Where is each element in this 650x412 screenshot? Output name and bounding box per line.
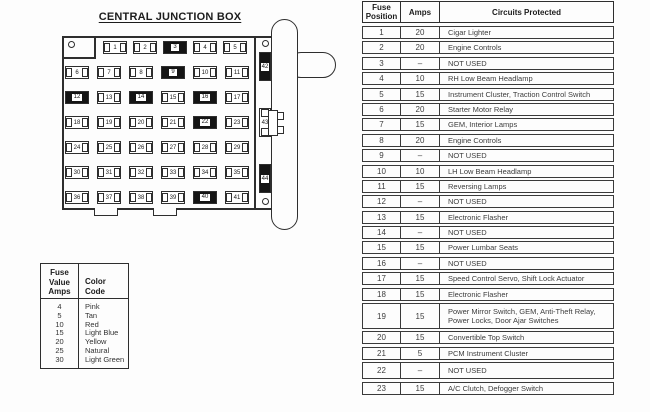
cell-fuse-position: 19	[363, 304, 401, 328]
fuse-13	[97, 91, 121, 104]
fuse-23	[225, 116, 249, 129]
legend-color-value: Tan	[85, 310, 98, 320]
cell-fuse-position: 6	[363, 104, 401, 115]
legend-amps-value: 25	[55, 345, 64, 355]
side-strip-divider	[254, 36, 256, 210]
fuse-4	[193, 41, 217, 54]
fuse-number: 26	[137, 144, 145, 151]
fuse-37	[97, 191, 121, 204]
cell-fuse-position: 8	[363, 135, 401, 146]
table-row	[362, 57, 614, 70]
fuse-end-cell	[210, 68, 216, 77]
table-row	[362, 331, 614, 344]
cell-amps: –	[401, 363, 440, 378]
cell-fuse-position: 14	[363, 227, 401, 238]
mounting-tab	[94, 208, 118, 216]
cell-fuse-position: 23	[363, 383, 401, 394]
connector-tab	[277, 112, 284, 120]
cell-circuit: Cigar Lighter	[448, 28, 491, 37]
table-row	[362, 257, 614, 270]
fuse-end-cell	[242, 68, 248, 77]
fuse-end-cell	[178, 193, 184, 202]
cell-fuse-position: 11	[363, 181, 401, 192]
legend-color-value: Natural	[85, 345, 110, 355]
cell-circuit: NOT USED	[448, 366, 487, 376]
fuse-41	[225, 191, 249, 204]
fuse-end-cell	[146, 143, 152, 152]
cell-circuit: RH Low Beam Headlamp	[448, 74, 533, 84]
cell-circuit: Power Mirror Switch, GEM, Anti-Theft Relay, Power Locks, Door Ajar Switches	[448, 307, 596, 326]
cell-circuit: Engine Controls	[448, 43, 502, 53]
legend-amps-header	[41, 264, 78, 299]
connector-tab	[277, 126, 284, 134]
fuse-34	[193, 166, 217, 179]
table-row	[362, 88, 614, 101]
cell-circuit: NOT USED	[448, 258, 487, 268]
cell-amps: 20	[401, 27, 440, 38]
cell-amps: 15	[401, 89, 440, 100]
fuse-20	[129, 116, 153, 129]
fuse-number: 27	[169, 144, 177, 151]
table-row	[362, 26, 614, 39]
cell-amps: 20	[401, 42, 440, 53]
fuse-number: 16	[201, 94, 209, 100]
fuse-29	[225, 141, 249, 154]
fuse-end-cell	[82, 118, 88, 127]
legend-color-value: Light Green	[85, 354, 125, 364]
diagram-title: CENTRAL JUNCTION BOX	[98, 11, 242, 23]
fuse-end-cell	[146, 68, 152, 77]
header-fuse-position: Fuse Position	[363, 2, 401, 22]
legend-header-line: Amps	[48, 287, 71, 296]
fuse-number: 34	[201, 169, 209, 176]
legend-color-value: Yellow	[85, 337, 107, 347]
cell-amps: 15	[401, 212, 440, 223]
cell-fuse-position: 15	[363, 242, 401, 253]
fuse-number: 40	[201, 194, 209, 200]
fuse-number: 9	[171, 69, 175, 75]
cell-amps: 15	[401, 332, 440, 343]
fuse-end-cell	[178, 93, 184, 102]
cell-circuit: NOT USED	[448, 197, 487, 207]
cell-amps: 15	[401, 119, 440, 130]
cell-fuse-position: 13	[363, 212, 401, 223]
fuse-36	[65, 191, 89, 204]
fuse-number: 37	[105, 194, 113, 201]
cell-circuit: Electronic Flasher	[448, 289, 509, 299]
fuse-number: 32	[137, 169, 145, 176]
table-row	[362, 288, 614, 301]
legend-header-line: Code	[85, 286, 105, 296]
fuse-39	[161, 191, 185, 204]
table-row	[362, 382, 614, 395]
legend-header-line: Color	[85, 277, 106, 286]
fuse-number: 2	[143, 44, 147, 51]
legend-amps-values	[41, 299, 78, 365]
legend-amps-value: 15	[55, 328, 64, 338]
fuse-33	[161, 166, 185, 179]
mounting-corner-box	[62, 36, 96, 59]
legend-color-values	[79, 299, 128, 365]
fuse-number: 13	[105, 94, 113, 101]
fuse-14	[129, 91, 153, 104]
fuse-end-cell	[242, 193, 248, 202]
fuse-end-cell	[178, 118, 184, 127]
fuse-2	[133, 41, 157, 54]
table-row	[362, 134, 614, 147]
fuse-end-cell	[82, 68, 88, 77]
fuse-5	[223, 41, 247, 54]
cell-circuit: NOT USED	[448, 58, 487, 68]
fuse-number: 15	[169, 94, 177, 101]
legend-color-value: Light Blue	[85, 328, 119, 338]
table-row	[362, 180, 614, 193]
cell-fuse-position: 22	[363, 363, 401, 378]
cell-circuit: A/C Clutch, Defogger Switch	[448, 383, 544, 393]
cell-fuse-position: 20	[363, 332, 401, 343]
cell-circuit: Convertible Top Switch	[448, 333, 525, 343]
fuse-15	[161, 91, 185, 104]
fuse-12	[65, 91, 89, 104]
cell-circuit: Instrument Cluster, Traction Control Switch	[448, 89, 591, 99]
fuse-26	[129, 141, 153, 154]
fuse-number: 36	[73, 194, 81, 201]
cell-fuse-position: 1	[363, 27, 401, 38]
fuse-18	[65, 116, 89, 129]
legend-color-value: Pink	[85, 302, 100, 311]
cell-fuse-position: 7	[363, 119, 401, 130]
fuse-number: 7	[107, 69, 111, 76]
cell-circuit: LH Low Beam Headlamp	[448, 166, 532, 176]
cell-circuit: Engine Controls	[448, 135, 502, 145]
table-row	[362, 226, 614, 239]
fuse-3	[163, 41, 187, 54]
fuse-end-cell	[146, 118, 152, 127]
cell-circuit: Power Lumbar Seats	[448, 243, 519, 253]
fuse-35	[225, 166, 249, 179]
table-row	[362, 241, 614, 254]
cell-circuit: NOT USED	[448, 151, 487, 161]
cell-fuse-position: 5	[363, 89, 401, 100]
fuse-end-cell	[120, 43, 126, 52]
fuse-end-cell	[114, 168, 120, 177]
cell-amps: –	[401, 227, 440, 238]
fuse-end-cell	[114, 193, 120, 202]
legend-color-header	[79, 264, 128, 299]
mounting-hole-icon	[262, 198, 269, 205]
fuse-number: 33	[169, 169, 177, 176]
header-circuits-protected: Circuits Protected	[492, 7, 561, 17]
fuse-end-cell	[210, 43, 216, 52]
cell-amps: –	[401, 258, 440, 269]
fuse-color-legend	[40, 263, 129, 369]
header-amps: Amps	[401, 2, 440, 22]
cell-fuse-position: 16	[363, 258, 401, 269]
cell-amps: –	[401, 150, 440, 161]
fuse-27	[161, 141, 185, 154]
fuse-number: 42	[261, 63, 269, 70]
fuse-end-cell	[82, 193, 88, 202]
fuse-number: 21	[169, 119, 177, 126]
table-row	[362, 103, 614, 116]
legend-amps-value: 20	[55, 337, 64, 347]
fuse-22	[193, 116, 217, 129]
legend-amps-column	[41, 264, 79, 368]
fuse-number: 24	[73, 144, 81, 151]
fuse-number: 11	[233, 69, 241, 76]
cell-circuit: PCM Instrument Cluster	[448, 348, 529, 358]
table-row	[362, 272, 614, 285]
cell-fuse-position: 12	[363, 196, 401, 207]
fuse-end-cell	[242, 93, 248, 102]
fuse-19	[97, 116, 121, 129]
fuse-40	[193, 191, 217, 204]
fuse-17	[225, 91, 249, 104]
table-row	[362, 347, 614, 360]
fuse-end-cell	[114, 93, 120, 102]
fuse-table-body	[362, 26, 614, 395]
legend-color-column	[79, 264, 128, 368]
fuse-number: 23	[233, 119, 241, 126]
fuse-end-cell	[240, 43, 246, 52]
fuse-number: 19	[105, 119, 113, 126]
fuse-end-cell	[242, 143, 248, 152]
fuse-24	[65, 141, 89, 154]
fuse-number: 41	[233, 194, 241, 201]
fuse-number: 5	[233, 44, 237, 51]
cell-amps: 15	[401, 273, 440, 284]
fuse-end-cell	[114, 118, 120, 127]
fuse-21	[161, 116, 185, 129]
cell-amps: 15	[401, 383, 440, 394]
cell-amps: 10	[401, 73, 440, 84]
fuse-number: 44	[261, 175, 269, 182]
table-row	[362, 195, 614, 208]
fuse-table-header	[362, 1, 614, 23]
fuse-end-cell	[82, 143, 88, 152]
cell-fuse-position: 10	[363, 166, 401, 177]
fuse-number: 1	[113, 44, 117, 51]
fuse-25	[97, 141, 121, 154]
cell-fuse-position: 3	[363, 58, 401, 69]
cell-amps: 5	[401, 348, 440, 359]
cell-circuit: Electronic Flasher	[448, 212, 509, 222]
fuse-number: 3	[173, 44, 177, 50]
cell-amps: –	[401, 58, 440, 69]
mounting-hole-icon	[68, 41, 75, 48]
fuse-end-cell	[178, 143, 184, 152]
fuse-number: 35	[233, 169, 241, 176]
fuse-end-cell	[242, 168, 248, 177]
cell-amps: 15	[401, 181, 440, 192]
fuse-11	[225, 66, 249, 79]
fuse-number: 28	[201, 144, 209, 151]
cell-amps: 15	[401, 289, 440, 300]
legend-header-line: Value	[49, 277, 70, 287]
cell-circuit: Starter Motor Relay	[448, 104, 514, 114]
cell-amps: 10	[401, 166, 440, 177]
fuse-end-cell	[150, 43, 156, 52]
legend-color-value: Red	[85, 319, 99, 329]
fuse-7	[97, 66, 121, 79]
legend-amps-value: 4	[57, 302, 62, 311]
fuse-16	[193, 91, 217, 104]
cell-amps: 20	[401, 104, 440, 115]
fuse-number: 17	[233, 94, 241, 101]
table-row	[362, 149, 614, 162]
legend-amps-value: 5	[57, 310, 62, 320]
cell-fuse-position: 2	[363, 42, 401, 53]
cell-circuit: GEM, Interior Lamps	[448, 120, 518, 130]
fuse-31	[97, 166, 121, 179]
fuse-number: 20	[137, 119, 145, 126]
fuse-table	[362, 1, 614, 397]
fuse-38	[129, 191, 153, 204]
fuse-1	[103, 41, 127, 54]
table-row	[362, 41, 614, 54]
fuse-32	[129, 166, 153, 179]
cell-fuse-position: 18	[363, 289, 401, 300]
fuse-28	[193, 141, 217, 154]
fuse-number: 4	[203, 44, 207, 51]
cell-amps: –	[401, 196, 440, 207]
legend-amps-value: 10	[55, 319, 64, 329]
fuse-number: 38	[137, 194, 145, 201]
fuse-8	[129, 66, 153, 79]
cell-fuse-position: 17	[363, 273, 401, 284]
table-row	[362, 165, 614, 178]
fuse-end-cell	[242, 118, 248, 127]
table-row	[362, 72, 614, 85]
fuse-number: 43	[261, 119, 269, 126]
fuse-number: 10	[201, 69, 209, 76]
cell-circuit: Reversing Lamps	[448, 181, 507, 191]
fuse-end-cell	[82, 168, 88, 177]
fuse-end-cell	[178, 168, 184, 177]
table-row	[362, 303, 614, 329]
table-row	[362, 118, 614, 131]
fuse-end-cell	[114, 143, 120, 152]
legend-amps-value: 30	[55, 354, 64, 364]
mounting-hole-icon	[262, 40, 269, 47]
fuse-9	[161, 66, 185, 79]
cell-fuse-position: 9	[363, 150, 401, 161]
mounting-tab	[153, 208, 177, 216]
legend-header-line: Fuse	[50, 268, 69, 277]
table-row	[362, 211, 614, 224]
fuse-end-cell	[114, 68, 120, 77]
fuse-number: 39	[169, 194, 177, 201]
fuse-number: 25	[105, 144, 113, 151]
fuse-10	[193, 66, 217, 79]
cell-amps: 15	[401, 242, 440, 253]
fuse-end-cell	[210, 143, 216, 152]
fuse-end-cell	[146, 168, 152, 177]
fuse-number: 8	[139, 69, 143, 76]
cell-amps: 15	[401, 304, 440, 328]
fuse-number: 12	[73, 94, 81, 100]
fuse-number: 22	[201, 119, 209, 125]
fuse-6	[65, 66, 89, 79]
fuse-number: 14	[137, 94, 145, 100]
fuse-number: 29	[233, 144, 241, 151]
fuse-number: 31	[105, 169, 113, 176]
fuse-end-cell	[146, 193, 152, 202]
cell-circuit: NOT USED	[448, 228, 487, 238]
fuse-30	[65, 166, 89, 179]
fuse-number: 6	[75, 69, 79, 76]
fuse-42	[259, 52, 271, 81]
cell-fuse-position: 21	[363, 348, 401, 359]
fuse-number: 18	[73, 119, 81, 126]
cell-circuit: Speed Control Servo, Shift Lock Actuator	[448, 274, 585, 284]
fuse-number: 30	[73, 169, 81, 176]
cell-fuse-position: 4	[363, 73, 401, 84]
fuse-end-cell	[210, 168, 216, 177]
cell-amps: 20	[401, 135, 440, 146]
table-row	[362, 362, 614, 379]
fuse-44	[259, 164, 271, 193]
